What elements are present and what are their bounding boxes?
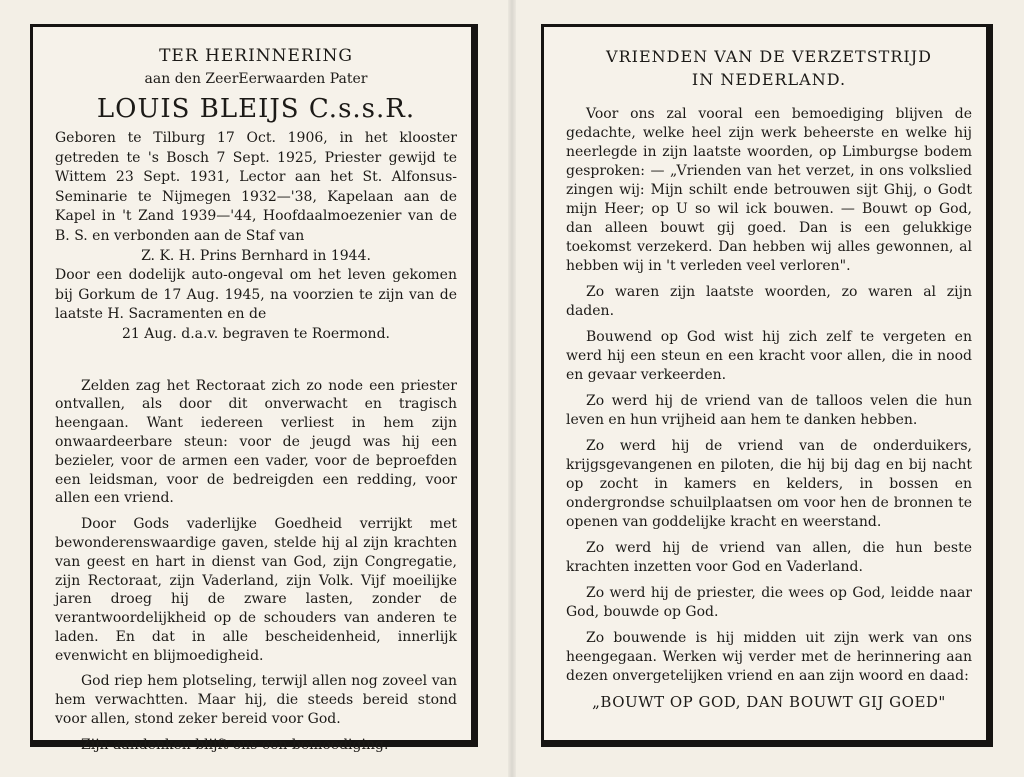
bio-burial: 21 Aug. d.a.v. begraven te Roermond.	[122, 325, 390, 342]
paragraph: Zo werd hij de vriend van de talloos velen die hun leven en hun vrijheid aan hem te danken hebben.	[566, 393, 972, 428]
heading: TER HERINNERING	[159, 46, 353, 66]
right-memorial-panel	[541, 24, 993, 747]
card-fold	[508, 0, 516, 777]
bio-main: Geboren te Tilburg 17 Oct. 1906, in het klooster getreden te 's Bosch 7 Sept. 1925, Priester gewijd te Wittem 23 Sept. 1931, Lector aan het St. Alfonsus-Seminarie te Nijmegen 1932—'38, Kapelaan aan de Kapel in 't Zand 1939—'44, Hoofdaalmoezenier van de B. S. en verbonden aan de Staf van	[55, 130, 457, 244]
panel-title	[566, 45, 972, 91]
paragraph: Zo werd hij de priester, die wees op God, leidde naar God, bouwde op God.	[566, 585, 972, 620]
bio-death: Door een dodelijk auto-ongeval om het leven gekomen bij Gorkum de 17 Aug. 1945, na voorzien te zijn van de laatste H. Sacramenten en de	[55, 267, 457, 323]
left-memorial-panel	[30, 24, 478, 753]
paragraph: Zelden zag het Rectoraat zich zo node een priester ontvallen, als door dit onverwacht en tragisch heengaan. Want iedereen verliest in hem zijn onwaardeerbare steun: voor de jeugd was hij een bezieler, voor de armen een vader, voor de beproefden een leidsman, voor de bedreigden een redding, voor allen een vriend.	[55, 377, 457, 507]
paragraph: Zijn aandenken blijft ons een bemoediging.	[81, 736, 389, 753]
paragraph: Zo waren zijn laatste woorden, zo waren al zijn daden.	[566, 284, 972, 319]
subheading: aan den ZeerEerwaarden Pater	[144, 71, 368, 87]
biography	[55, 129, 457, 345]
title-line: VRIENDEN VAN DE VERZETSTRIJD	[606, 47, 932, 66]
paragraph: God riep hem plotseling, terwijl allen nog zoveel van hem verwachtten. Maar hij, die steeds bereid stond voor allen, stond zeker bereid voor God.	[55, 673, 457, 728]
paragraph: Bouwend op God wist hij zich zelf te vergeten en werd hij een steun en een kracht voor allen, die in nood en gevaar verkeerden.	[566, 329, 972, 383]
paragraph: Zo bouwende is hij midden uit zijn werk van ons heengegaan. Werken wij verder met de herinnering aan dezen onvergetelijken vriend en aan zijn woord en daad:	[566, 630, 972, 684]
right-panel-content	[566, 45, 972, 711]
section-divider	[55, 345, 457, 377]
paragraph: Zo werd hij de vriend van de onderduikers, krijgsgevangenen en piloten, die hij bij dag en bij nacht op zocht in kamers en kelders, in bossen en ondergrondse schuilplaatsen om voor hen de bronnen te openen van goddelijke kracht en weerstand.	[566, 438, 972, 530]
title-line: IN NEDERLAND.	[691, 70, 847, 89]
paragraph: Door Gods vaderlijke Goedheid verrijkt met bewonderenswaardige gaven, stelde hij al zijn krachten van geest en hart in dienst van God, zijn Congregatie, zijn Rectoraat, zijn Vaderland, zijn Volk. Vijf moeilijke jaren droeg hij de zware lasten, zonder de verantwoordelijkheid op de schouders van anderen te laden. En dat in alle bescheidenheid, innerlijk evenwicht en blijmoedigheid.	[55, 516, 457, 664]
paragraph: Voor ons zal vooral een bemoediging blijven de gedachte, welke heel zijn werk beheerste en welke hij neerlegde in zijn laatste woorden, op Limburgse bodem gesproken: — „Vrienden van het verzet, in ons volkslied zingen wij: Mijn schilt ende betrouwen sijt Ghij, o Godt mijn Heer; op U so wil ick bouwen. — Bouwt op God, dan alleen bouwt gij goed. Dan is een gelukkige toekomst verzekerd. Dan hebben wij alles gewonnen, al hebben wij in 't verleden veel verloren".	[566, 106, 972, 274]
bio-staff: Z. K. H. Prins Bernhard in 1944.	[141, 247, 371, 264]
paragraph: Zo werd hij de vriend van allen, die hun beste krachten inzetten voor God en Vaderland.	[566, 540, 972, 575]
closing-quote: „BOUWT OP GOD, DAN BOUWT GIJ GOED"	[592, 693, 946, 711]
deceased-name: LOUIS BLEIJS C.s.s.R.	[96, 94, 416, 124]
left-panel-content	[55, 45, 457, 762]
